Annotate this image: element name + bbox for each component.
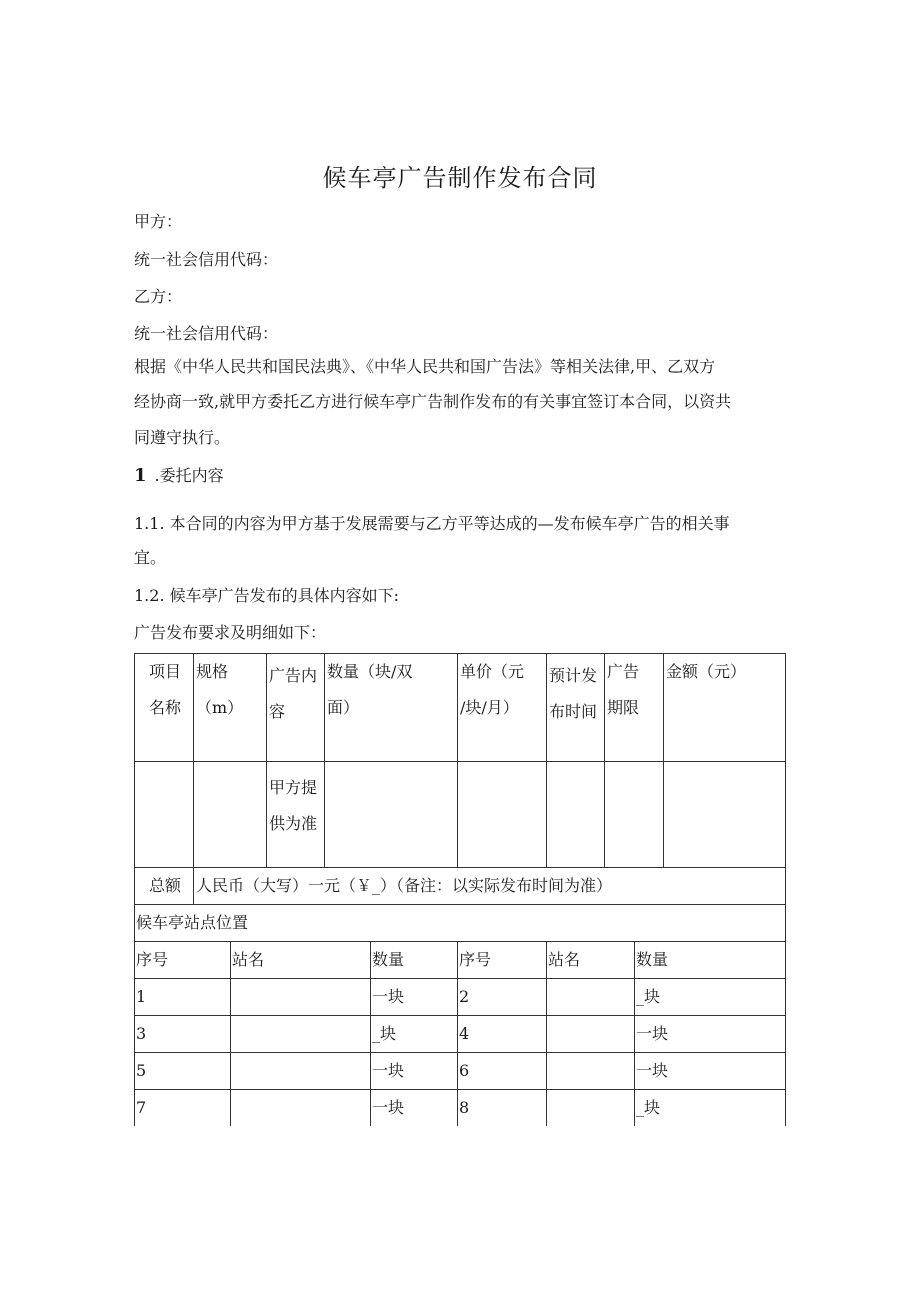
table-row [135,979,786,1016]
row-seq: 2 [458,979,547,1016]
header-count-1: 数量 [371,942,458,979]
row-count: _块 [635,979,786,1016]
header-spec [194,654,267,762]
row-seq: 4 [458,1016,547,1053]
header-period-line-2: 期限 [607,698,640,717]
row-count: 一块 [635,1016,786,1053]
row-seq: 5 [135,1053,231,1090]
detail-intro: 广告发布要求及明细如下： [134,623,327,642]
header-item-line-2: 名称 [148,698,181,717]
clause-1-1-line-2: 宜。 [134,548,167,567]
station-table [134,904,786,1126]
header-time-line-1: 预计发 [549,666,598,685]
row-station [231,979,371,1016]
header-quantity-line-1: 数量（块/双 [327,662,413,681]
header-station-2: 站名 [547,942,635,979]
header-item-name [135,654,194,762]
row-count: 一块 [371,1053,458,1090]
total-value: 人民币（大写）一元（￥_）（备注：以实际发布时间为准） [194,868,786,905]
header-price-line-2: /块/月） [460,698,519,717]
header-seq-2: 序号 [458,942,547,979]
row-station [547,1053,635,1090]
header-publish-time [547,654,605,762]
party-b-code-label: 统一社会信用代码： [134,324,279,343]
header-quantity [325,654,458,762]
row-station [547,979,635,1016]
cell-publish-time [547,762,605,868]
row-seq: 7 [135,1090,231,1127]
cell-content-line-2: 供为准 [269,814,318,833]
cell-content-line-1: 甲方提 [269,778,318,797]
row-station [231,1090,371,1127]
cell-unit-price [458,762,547,868]
clause-1-1-line-1: 1.1. 本合同的内容为甲方基于发展需要与乙方平等达成的—发布候车亭广告的相关事 [134,514,730,533]
cell-content [267,762,325,868]
ad-detail-table [134,653,786,905]
table-row [135,1016,786,1053]
header-amount-label: 金额（元） [666,662,747,681]
row-station [547,1090,635,1127]
header-unit-price [458,654,547,762]
row-count: 一块 [635,1053,786,1090]
page-title: 候车亭广告制作发布合同 [322,164,598,192]
header-time-line-2: 布时间 [549,702,598,721]
header-content [267,654,325,762]
header-station-1: 站名 [231,942,371,979]
header-price-line-1: 单价（元 [460,662,525,681]
cell-item-name [135,762,194,868]
header-count-2: 数量 [635,942,786,979]
row-station [547,1016,635,1053]
header-content-line-1: 广告内 [269,666,318,685]
header-seq-1: 序号 [135,942,231,979]
header-spec-line-2: （m） [196,698,244,717]
row-station [231,1016,371,1053]
header-item-line-1: 项目 [148,662,181,681]
intro-line-3: 同遵守执行。 [134,428,231,447]
row-seq: 3 [135,1016,231,1053]
header-content-line-2: 容 [269,702,286,721]
total-label: 总额 [135,868,194,905]
cell-spec [194,762,267,868]
table-row [135,1053,786,1090]
row-count: 一块 [371,1090,458,1127]
intro-line-2: 经协商一致,就甲方委托乙方进行候车亭广告制作发布的有关事宜签订本合同，以资共 [134,392,732,411]
row-count: 一块 [371,979,458,1016]
header-amount [664,654,786,762]
row-count: _块 [635,1090,786,1127]
section-heading-1 [134,463,224,486]
party-b-label: 乙方： [134,287,183,306]
intro-line-1: 根据《中华人民共和国民法典》、《中华人民共和国广告法》等相关法律,甲、乙双方 [134,357,716,376]
party-a-code-label: 统一社会信用代码： [134,250,279,269]
header-ad-period [605,654,664,762]
station-table-caption: 候车亭站点位置 [135,905,786,942]
party-a-label: 甲方： [134,212,183,231]
header-quantity-line-2: 面） [327,698,360,717]
row-seq: 1 [135,979,231,1016]
row-seq: 6 [458,1053,547,1090]
section-number: 1 [134,465,147,486]
row-seq: 8 [458,1090,547,1127]
header-spec-line-1: 规格 [196,662,229,681]
cell-ad-period [605,762,664,868]
table-row [135,1090,786,1127]
row-station [231,1053,371,1090]
row-count: _块 [371,1016,458,1053]
clause-1-2: 1.2. 候车亭广告发布的具体内容如下: [134,586,400,605]
header-period-line-1: 广告 [607,662,640,681]
cell-quantity [325,762,458,868]
cell-amount [664,762,786,868]
section-label: .委托内容 [154,466,224,485]
